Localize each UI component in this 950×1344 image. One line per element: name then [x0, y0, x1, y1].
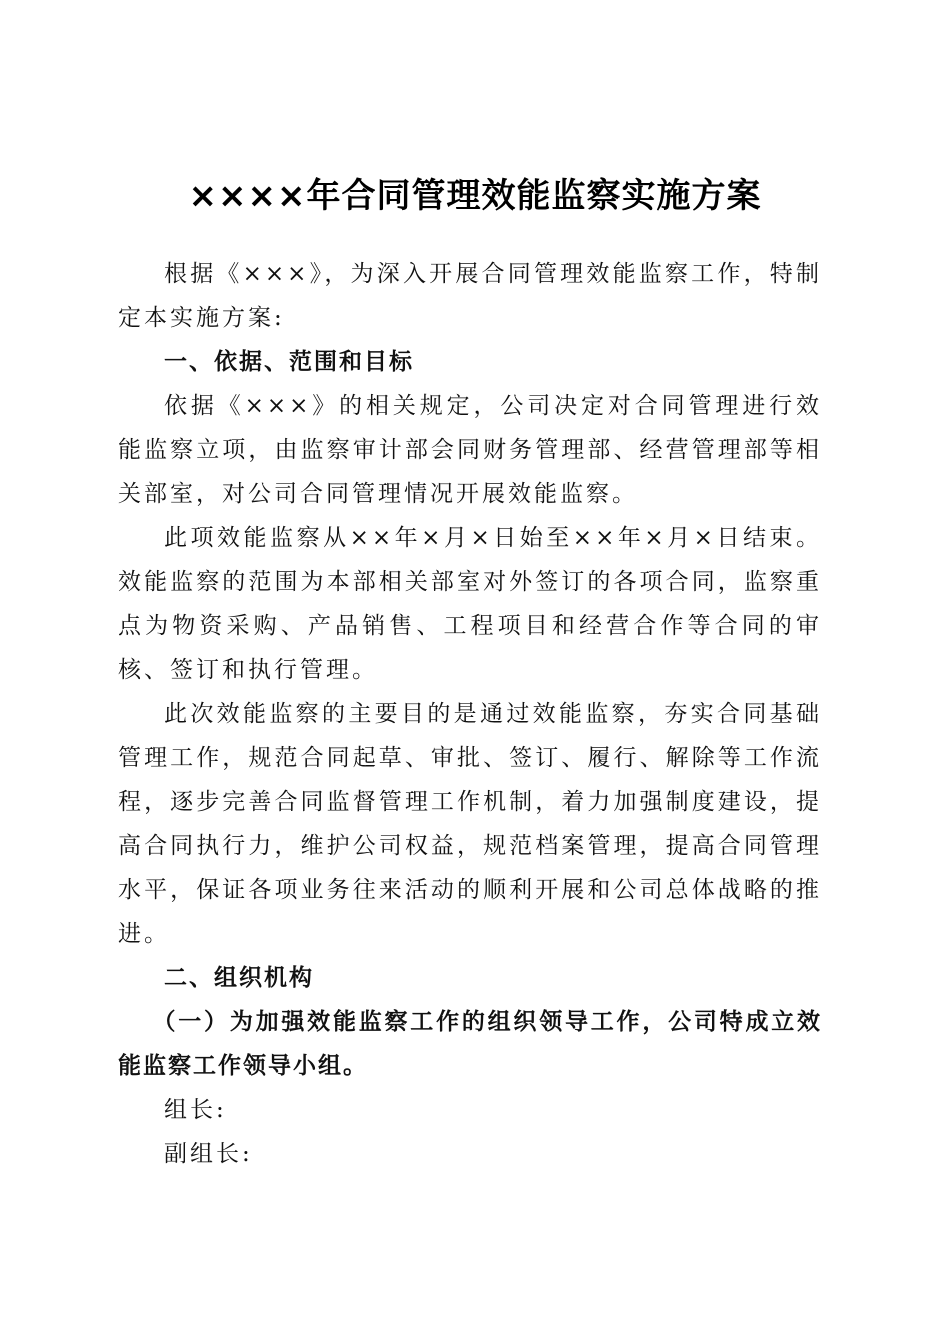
goals-paragraph: 此次效能监察的主要目的是通过效能监察，夯实合同基础管理工作，规范合同起草、审批、签订、履行、解除等工作流程，逐步完善合同监督管理工作机制，着力加强制度建设，提高合同执行力，维护公司权益，规范档案管理，提高合同管理水平，保证各项业务往来活动的顺利开展和公司总体战略的推进。 [118, 701, 822, 947]
scope-paragraph: 此项效能监察从××年×月×日始至××年×月×日结束。效能监察的范围为本部相关部室对外签订的各项合同，监察重点为物资采购、产品销售、工程项目和经营合作等合同的审核、签订和执行管理。 [118, 525, 822, 683]
section-heading-organization: 二、组织机构 [164, 965, 314, 991]
basis-paragraph: 依据《×××》的相关规定，公司决定对合同管理进行效能监察立项，由监察审计部会同财务管理部、经营管理部等相关部室，对公司合同管理情况开展效能监察。 [118, 393, 822, 507]
leader-label: 组长: [164, 1097, 227, 1123]
deputy-leader-label: 副组长: [164, 1141, 253, 1167]
document-title: ××××年合同管理效能监察实施方案 [188, 176, 762, 216]
sub-heading-leadership-group: （一）为加强效能监察工作的组织领导工作，公司特成立效能监察工作领导小组。 [118, 1009, 822, 1079]
intro-paragraph: 根据《×××》，为深入开展合同管理效能监察工作，特制定本实施方案: [118, 261, 822, 331]
section-heading-basis-scope-goals: 一、依据、范围和目标 [164, 349, 414, 375]
document-body [118, 252, 822, 1176]
